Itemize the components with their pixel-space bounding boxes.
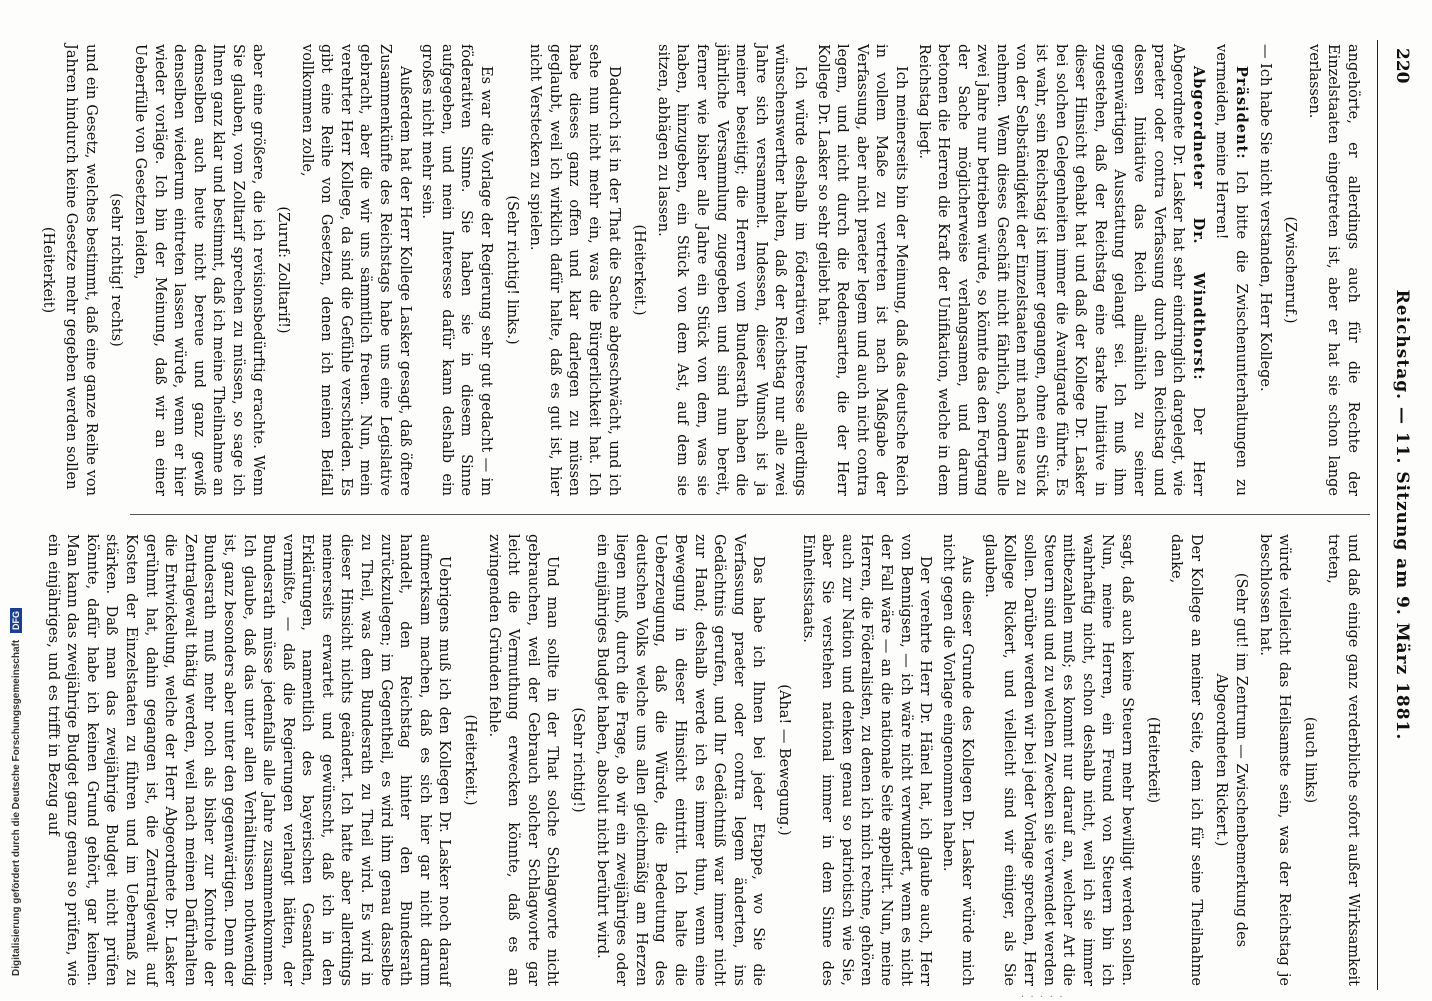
body-paragraph: aber eine größere, die ich revisionsbedürftig erachte. Wenn Sie glauben, vom Zolltarif sprechen zu müssen, so sage ich Ihnen ganz klar und bestimmt, daß ich meine Theilnahme an demselben auch heute nicht bereue und ganz gewiß denselben wiederum eintreten lassen würde, wenn er hier wieder vorläge. Ich bin der Meinung, daß wir an einer Ueberfülle von Gesetzen leiden, bbox=[131, 44, 266, 496]
body-paragraph: und ein Gesetz, welches bestimmt, daß eine ganze Reihe von Jahren hindurch keine Gesetze mehr gegeben werden sollen bbox=[63, 44, 99, 496]
speaker-name: Abgeordneter Dr. Windthorst: bbox=[1189, 66, 1207, 381]
body-paragraph: Außerdem hat der Herr Kollege Lasker gesagt, daß öftere Zusammenkünfte des Reichstags habe uns eine Legislative gebracht, aber die wir uns sämmtlich freuen. Nun, mein verehrter Herr Kollege, da sind die Gefühle verschieden. Es gibt eine Reihe von Gesetzen, denen ich meinen Beifall vollkommen zolle, bbox=[298, 44, 413, 496]
left-column bbox=[31, 44, 1362, 496]
interjection: (sehr richtig! rechts) bbox=[108, 193, 125, 347]
body-paragraph: Und man sollte in der That solche Schlagworte nicht gebrauchen, weil der Gebrauch solcher Schlagworte gar leicht die Vermuthung erwecken könnte, daß es an zwingenden Gründen fehle. bbox=[485, 534, 561, 986]
interjection: (Sehr gut! im Zentrum — Zwischenbemerkung des Abgeordneten Rickert.) bbox=[1213, 572, 1250, 948]
interjection: (auch links) bbox=[1301, 716, 1318, 804]
body-paragraph: würde vielleicht das Heilsamste sein, was der Reichstag je beschlossen hat. bbox=[1256, 534, 1293, 986]
body-paragraph: Uebrigens muß ich den Kollegen Dr. Lasker noch darauf aufmerksam machen, daß es sich hier gar nicht darum handelt, den Reichstag hinter den Bundesrath zurückzulegen; im Gegentheil, es wird ihm genau dasselbe zu Theil, was dem Bundesrath zu Theil wird. Es wird in dieser Hinsicht nichts geändert. Ich hatte aber allerdings meinerseits erwartet und gewünscht, daß ich in den Erklärungen, namentlich des bayerischen Gesandten, vermißte, — daß die Regierungen verlangt hätten, der Bundesrath müsse jedenfalls alle Jahre zusammenkommen. Ich glaube, daß das unter allen Verhältnissen nothwendig ist, ganz besonders aber unter den gegenwärtigen. Denn der Bundesrath muß mehr noch als bisher zur Kontrole der Zentralgewalt thätig werden, weil nach meinen Dafürhalten die Entwickelung, welche der Herr Abgeordnete Dr. Lasker gerühmt hat, dahin gegangen ist, die Zentralgewalt auf Kosten der Einzelstaaten zu führen und im Uebermaß zu stärken. Daß man das zweijährige Budget nicht prüfen könnte, dafür habe ich keinen Grund gehört, gar keinen. Man kann das zweijährige Budget ganz genau so prüfen, wie ein einjähriges, und es trifft in Bezug auf bbox=[44, 534, 453, 986]
page-header bbox=[1380, 40, 1420, 990]
body-paragraph: Der verehrte Herr Dr. Hänel hat, ich glaube auch, Herr von Bennigsen, — ich wäre nicht verwundert, wenn es nicht der Fall wäre — an die nationale Seite appellirt. Nun, meine Herren, die Föderalisten, zu denen ich mich rechne, gehören auch zur Nation und denken genau so patriotisch wie Sie, aber Sie verstehen national immer in dem Sinne des Einheitsstaats. bbox=[799, 534, 934, 986]
header-rule bbox=[1377, 40, 1378, 990]
speech-paragraph bbox=[1211, 44, 1251, 496]
interjection: (Sehr richtig!) bbox=[570, 707, 587, 813]
body-paragraph: Dadurch ist in der That die Sache abgeschwächt, und ich sehe nun nicht mehr ein, was die Bürgerlichkeit hat. Ich habe dieses ganz offen und klar darlegen zu müssen geglaubt, weil ich wirklich dafür halte, daß es gut ist, hier nicht Verstecken zu spielen. bbox=[527, 44, 622, 496]
interjection: (Sehr richtig! links.) bbox=[503, 195, 520, 345]
interjection: (Aha! — Bewegung.) bbox=[775, 684, 792, 836]
page-number: 220 bbox=[1392, 48, 1412, 84]
body-paragraph: — Ich habe Sie nicht verstanden, Herr Kollege. bbox=[1256, 44, 1273, 392]
right-column bbox=[39, 534, 1362, 986]
body-paragraph: Es war die Vorlage der Regierung sehr gut gedacht — im föderativen Sinne. Sie haben sie in diesem Sinne aufgegeben, und mein Interesse dafür kann deshalb ein großes nicht mehr sein. bbox=[419, 44, 495, 496]
speaker-name: Präsident: bbox=[1233, 66, 1251, 160]
interjection: (Heiterkeit.) bbox=[631, 224, 648, 316]
body-paragraph: und daß einige ganz verderbliche sofort außer Wirksamkeit treten, bbox=[1325, 534, 1361, 986]
body-paragraph: Ich meinerseits bin der Meinung, daß das deutsche Reich in vollem Maße zu vertreten ist nach Maßgabe der Verfassung, aber nicht praeter legem und auch nicht contra legem, und nicht durch die Redensarten, die der Herr Kollege Dr. Lasker so sehr geliebt hat. bbox=[814, 44, 909, 496]
interjection: (Heiterkeit.) bbox=[462, 714, 479, 806]
interjection: (Heiterkeit) bbox=[39, 226, 56, 314]
digitization-credit bbox=[10, 608, 22, 976]
body-paragraph: Aus dieser Grunde des Kollegen Dr. Lasker würde mich nicht gegen die Vorlage eingenommen haben. bbox=[939, 534, 976, 986]
body-paragraph: Das habe ich Ihnen bei jeder Etappe, wo Sie die Verfassung praeter oder contra legem änderten, ins Gedächtnis gerufen, und Ihr Gedächtniß war immer nicht zur Hand; deshalb werde ich es immer thun, wenn eine Bewegung in dieser Hinsicht eintritt. Ich halte die Ueberzeugung, daß die Würde, die Bedeutung des deutschen Volks welche uns allen gleichmäßig am Herzen liegen muß, durch die Frage, ob wir ein zweijähriges oder ein einjähriges Budget haben, absolut nicht berührt wird. bbox=[593, 534, 767, 986]
dfg-logo: DFG bbox=[10, 608, 22, 633]
speech-text: Ich bitte die Zwischenunterhaltungen zu vermeiden, meine Herren! bbox=[1213, 44, 1250, 496]
body-paragraph: angehörte, er allerdings auch für die Rechte der Einzelstaaten eingetreten ist, aber er hat sie schon lange verlassen. bbox=[1305, 44, 1361, 496]
body-paragraph: Der Kollege an meiner Seite, dem ich für seine Theilnahme danke, bbox=[1168, 534, 1204, 986]
credit-text: Digitalisierung gefördert durch die Deutsche Forschungsgemeinschaft bbox=[11, 639, 22, 976]
body-paragraph: sagt, daß auch keine Steuern mehr bewilligt werden sollen. Nun, meine Herren, ein Freund von Steuern bin ich wahrhaftig nicht, schon deshalb nicht, weil ich sie immer mitbezahlen muß; es kommt nur darauf an, welcher Art die Steuern sind und zu welchen Zwecken sie verwendet werden sollen. Darüber werden wir bei jeder Vorlage sprechen, Herr Kollege Rickert, und vielleicht sind wir einiger, als Sie glauben. bbox=[981, 534, 1136, 986]
interjection: (Zuruf: Zolltarif!) bbox=[275, 206, 292, 334]
speech-text: Der Herr Abgeordnete Dr. Lasker hat sehr eindringlich dargelegt, wie praeter oder contra Verfassung durch den Reichstag und dessen Initiative das Reich allmählich zu seiner gegenwärtigen Ausstattung gelangt sei. Ich muß ihm zugestehen, daß der Reichstag eine starke Initiative in dieser Hinsicht gehabt hat und daß der Kollege Dr. Lasker bei solchen Gelegenheiten immer die Avantgarde führte. Es ist wahr, sein Reichstag ist immer gegangen, ohne ein Stück von der Selbständigkeit der Einzelstaaten mit nach Hause zu nehmen. Wenn dieses Geschäft nicht fährlich, sondern alle zwei Jahre nur betrieben würde, so könnte das den Fortgang der Sache möglicherweise verlangsamen, und darum betonen die Herren die Kraft der Unifikation, welche in dem Reichstag liegt. bbox=[915, 44, 1206, 496]
interjection: (Heiterkeit) bbox=[1144, 716, 1161, 804]
column-divider bbox=[130, 514, 1370, 515]
rotated-page-content bbox=[39, 40, 1420, 990]
scan-marks: · · · · · bbox=[1020, 992, 1064, 1001]
speech-paragraph bbox=[913, 44, 1208, 496]
interjection: (Zwischenruf.) bbox=[1282, 216, 1299, 324]
footer-strip bbox=[0, 0, 20, 1000]
running-title: Reichstag. — 11. Sitzung am 9. März 1881. bbox=[1392, 289, 1412, 741]
body-paragraph: Ich würde deshalb im föderativen Interesse allerdings wünschenswerther halten, daß der Reichstag nur alle zwei Jahre sich versammelt. Indessen, dieser Wunsch ist ja meiner beseitigt; die Herren vom Bundesrath haben die jährliche Versammlung zugegeben und sind nun bereit, ferner wie bisher alle Jahre ein Stück von dem, was sie haben, hinzugeben, ein Stück von dem Ast, auf dem sie sitzen, abhägen zu lassen. bbox=[654, 44, 808, 496]
